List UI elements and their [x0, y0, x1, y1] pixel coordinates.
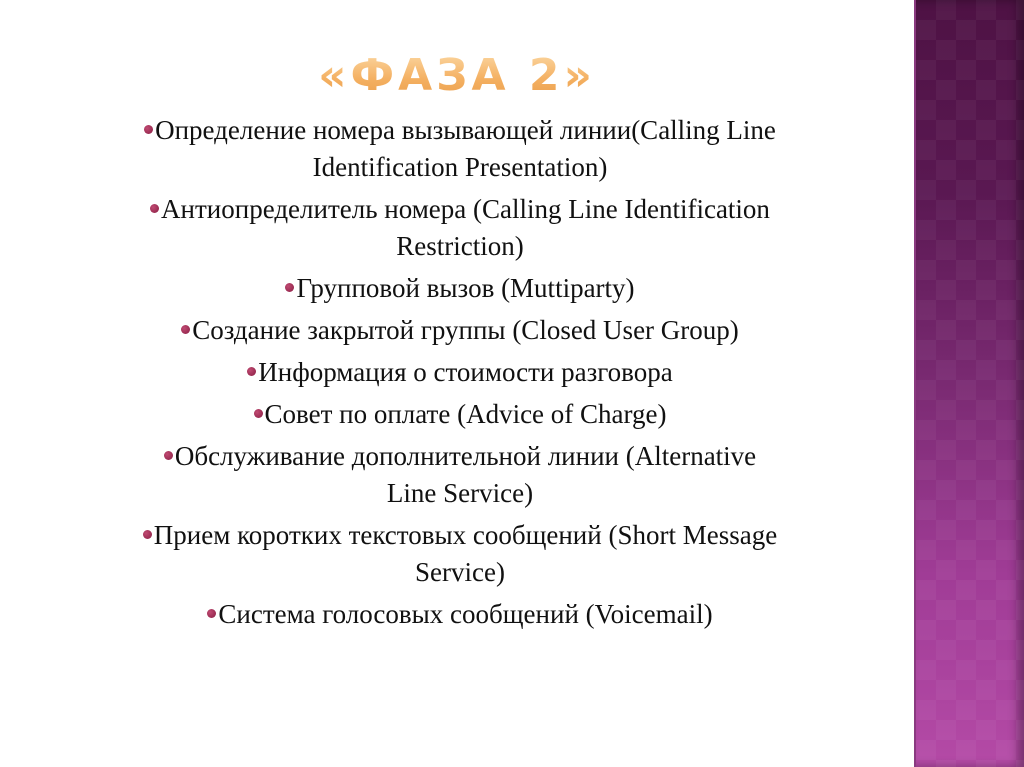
list-item: [40, 517, 880, 591]
item-text-continuation: Line Service): [386, 478, 534, 508]
list-item: [40, 438, 880, 512]
list-item: [40, 191, 880, 265]
list-item: [40, 354, 880, 391]
bullet-icon: [285, 283, 294, 292]
list-item: [40, 112, 880, 186]
list-item: [40, 396, 880, 433]
item-text: Система голосовых сообщений (Voicemail): [218, 599, 713, 629]
list-item: [40, 596, 880, 633]
item-text: Совет по оплате (Advice of Charge): [264, 399, 667, 429]
bullet-icon: [207, 609, 216, 618]
list-item: [40, 312, 880, 349]
slide-title: «ФАЗА 2»: [0, 46, 914, 106]
decorative-side-band: [914, 0, 1024, 767]
bullet-icon: [143, 530, 152, 539]
bullet-icon: [164, 451, 173, 460]
item-text: Определение номера вызывающей линии(Calling Line: [155, 115, 776, 145]
item-text: Создание закрытой группы (Closed User Group): [192, 315, 739, 345]
item-text-continuation: Service): [415, 557, 505, 587]
bullet-icon: [247, 367, 256, 376]
bullet-icon: [254, 409, 263, 418]
item-text: Информация о стоимости разговора: [258, 357, 673, 387]
bullet-list: [40, 112, 880, 638]
item-text: Антиопределитель номера (Calling Line Identification: [161, 194, 770, 224]
item-text-continuation: Restriction): [396, 231, 524, 261]
item-text: Прием коротких текстовых сообщений (Short Message: [153, 520, 778, 550]
bullet-icon: [150, 204, 159, 213]
item-text: Групповой вызов (Muttiparty): [296, 273, 635, 303]
bullet-icon: [181, 325, 190, 334]
list-item: [40, 270, 880, 307]
item-text: Обслуживание дополнительной линии (Alternative: [174, 441, 757, 471]
item-text-continuation: Identification Presentation): [312, 152, 608, 182]
bullet-icon: [144, 125, 153, 134]
